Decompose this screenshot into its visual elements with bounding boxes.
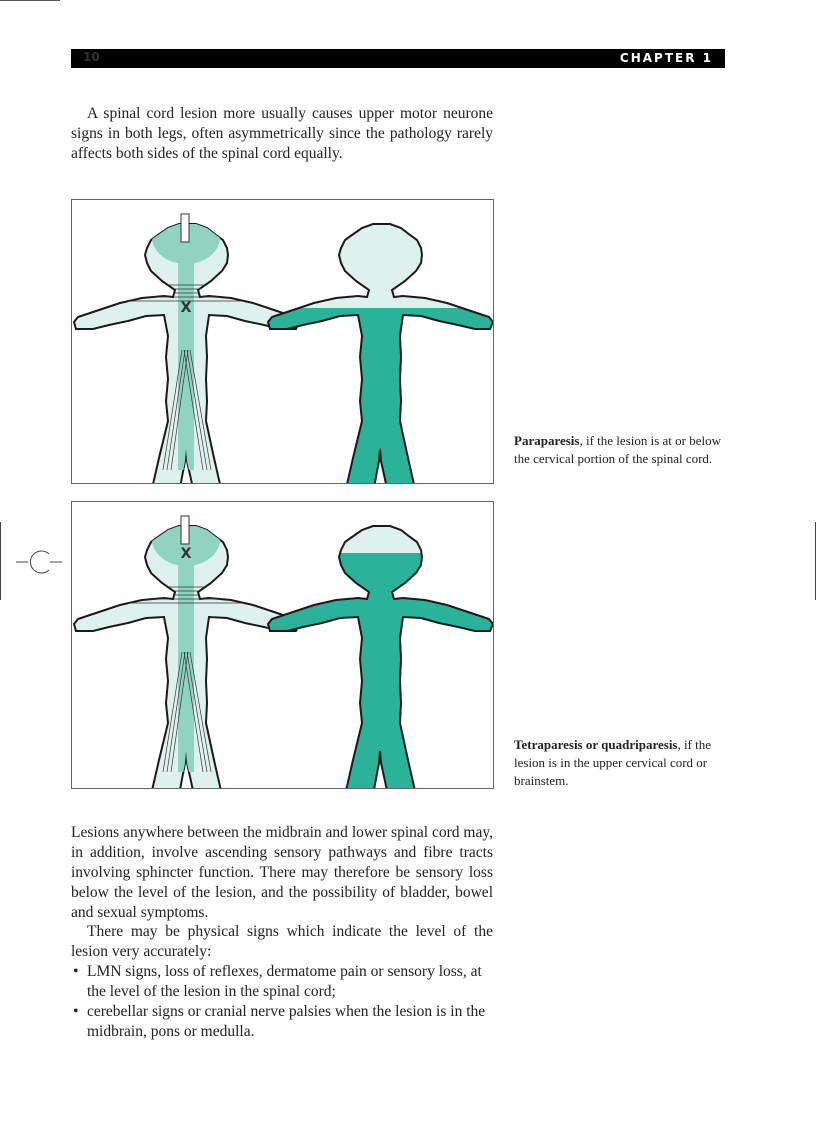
caption-term: Paraparesis <box>514 433 580 448</box>
crop-mark-top <box>0 0 60 1</box>
page-number: 10 <box>83 50 100 64</box>
caption-text: , if the lesion is in the upper cervical cord or brainstem. <box>514 737 712 788</box>
lesion-mark: X <box>180 300 192 316</box>
tetraparesis-illustration <box>72 502 493 788</box>
pathway-figure-1 <box>74 210 300 483</box>
figure-paraparesis <box>71 199 494 484</box>
chapter-label: CHAPTER 1 <box>619 51 713 65</box>
caption-text: , if the lesion is at or below the cervical portion of the spinal cord. <box>514 433 722 466</box>
body-paragraph-2: There may be physical signs which indicate the level of the lesion very accurately: <box>71 923 493 960</box>
list-item: • LMN signs, loss of reflexes, dermatome pain or sensory loss, at the level of the lesion in the spinal cord; <box>71 962 495 1002</box>
paraparesis-illustration <box>72 200 493 483</box>
affected-area-figure-1 <box>254 224 493 483</box>
crop-mark-left <box>0 522 1 600</box>
caption-tetraparesis <box>514 736 724 790</box>
pathway-figure-2 <box>74 512 300 788</box>
figure-tetraparesis <box>71 501 494 789</box>
lesion-mark: X <box>180 546 192 562</box>
registration-mark <box>16 548 62 576</box>
affected-area-figure-2 <box>254 526 493 788</box>
signs-list <box>71 962 495 1042</box>
running-header <box>71 49 725 68</box>
caption-paraparesis <box>514 432 724 468</box>
caption-term: Tetraparesis or quadriparesis <box>514 737 678 752</box>
body-paragraph-1: Lesions anywhere between the midbrain and lower spinal cord may, in addition, involve ascending sensory pathways and fibre tracts involving sphincter function. There may therefore be sensory loss below the level of the lesion, and the possibility of bladder, bowel and sexual symptoms. <box>71 824 493 921</box>
list-item: • cerebellar signs or cranial nerve palsies when the lesion is in the midbrain, pons or medulla. <box>71 1002 495 1042</box>
intro-paragraph: A spinal cord lesion more usually causes upper motor neurone signs in both legs, often asymmetrically since the pathology rarely affects both sides of the spinal cord equally. <box>71 105 493 162</box>
